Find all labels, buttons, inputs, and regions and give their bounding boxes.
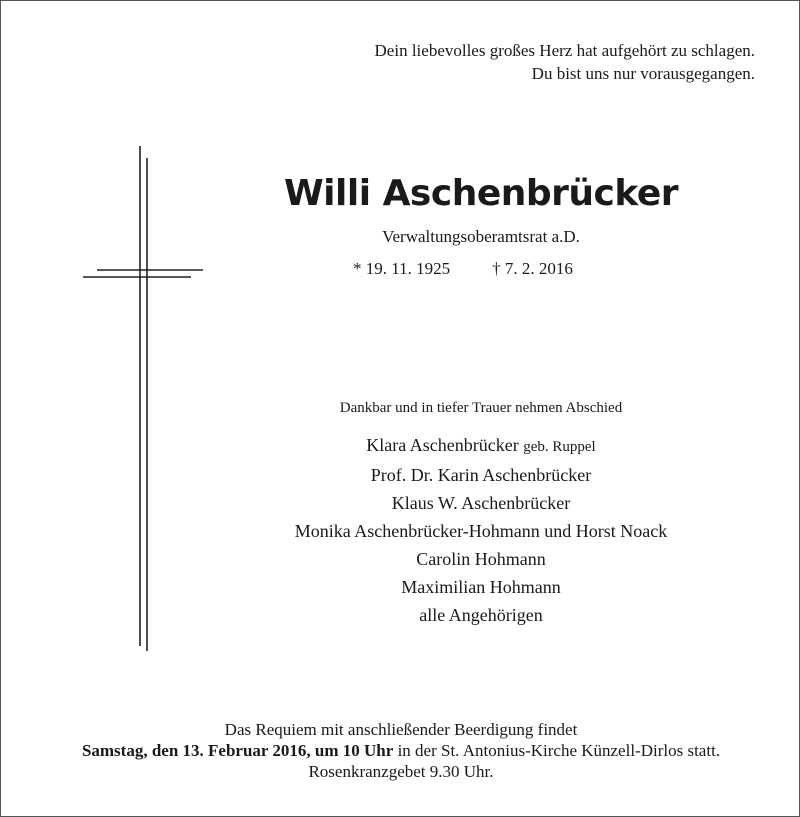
maiden-name-note: geb. Ruppel: [523, 439, 596, 455]
memorial-quote: [375, 39, 755, 85]
service-date: Samstag, den 13. Februar 2016, um 10 Uhr: [81, 741, 394, 760]
service-line-2: [1, 740, 800, 761]
service-info: [1, 719, 800, 782]
deceased-title: Verwaltungsoberamtsrat a.D.: [382, 227, 580, 246]
deceased-name: Willi Aschenbrücker: [283, 173, 679, 214]
mourners-list: [1, 431, 800, 629]
mourner-item: alle Angehörigen: [419, 605, 543, 625]
farewell-intro: Dankbar und in tiefer Trauer nehmen Abschied: [339, 400, 623, 416]
death-date: † 7. 2. 2016: [492, 259, 573, 278]
birth-date: * 19. 11. 1925: [353, 259, 451, 278]
mourner-name: Klara Aschenbrücker: [366, 435, 519, 455]
mourner-item: Monika Aschenbrücker-Hohmann und Horst Noack: [294, 521, 668, 541]
mourner-item: [1, 431, 800, 461]
service-line-3: Rosenkranzgebet 9.30 Uhr.: [308, 762, 494, 781]
service-line-1: Das Requiem mit anschließender Beerdigung findet: [224, 720, 578, 739]
life-dates: [353, 259, 573, 279]
mourner-item: Carolin Hohmann: [416, 549, 546, 569]
mourner-item: Klaus W. Aschenbrücker: [391, 493, 571, 513]
mourner-item: Prof. Dr. Karin Aschenbrücker: [370, 465, 592, 485]
service-location: in der St. Antonius-Kirche Künzell-Dirlos statt.: [393, 741, 721, 760]
quote-line-2: Du bist uns nur vorausgegangen.: [531, 64, 755, 83]
mourner-item: Maximilian Hohmann: [401, 577, 561, 597]
quote-line-1: Dein liebevolles großes Herz hat aufgehört zu schlagen.: [374, 41, 755, 60]
